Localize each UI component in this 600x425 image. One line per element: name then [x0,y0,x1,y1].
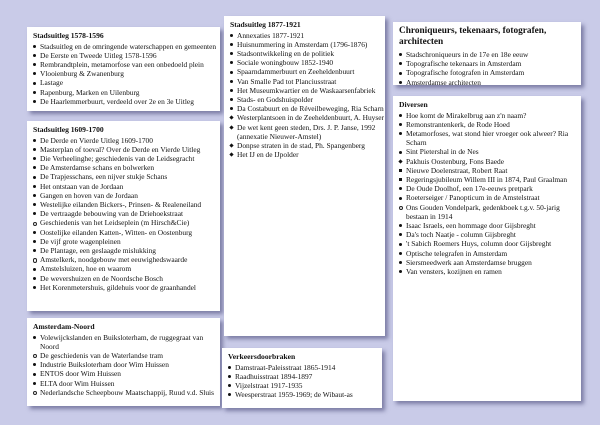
topic-item: Da Costabuurt en de Réveilbeweging, Ria Scharn [230,104,380,113]
topic-item: Sociale woningbouw 1852-1940 [230,58,380,67]
topic-item: Amstelkerk, noodgebouw met eeuwighedswaarde [33,255,215,264]
topic-item: 't Sabich Roemers Huys, column door Gijsbreght [399,239,576,248]
topic-item: De wevershuizen en de Noordsche Bosch [33,274,215,283]
topic-item: Westerplantsoen in de Zeeheldenbuurt, A. Huyser [230,113,380,122]
topic-list [230,30,384,160]
topic-item: Amsterdamse architecten [399,78,576,85]
topic-item: Het Korenmetershuis, gildehuis voor de graanhandel [33,283,215,292]
topic-list [399,111,576,277]
topic-item: Huisnummering in Amsterdam (1796-1876) [230,40,380,49]
topic-item: Gangen en hoven van de Jordaan [33,191,215,200]
topic-item: Die Verheelinghe; geschiedenis van de Leidsegracht [33,154,215,163]
topic-item: Volewijckslanden en Buiksloterham, de ruggegraat van Noord [33,333,215,351]
topic-item: Metamorfoses, wat stond hier vroeger ook alweer? Ria Scharn [399,129,576,147]
topic-item: De Amsterdamse schans en bolwerken [33,163,215,172]
topic-item: ELTA door Wim Huissen [33,379,215,388]
topic-item: De vertraagde bebouwing van de Driehoekstraat [33,209,215,218]
panel-stadsuitleg-1877 [224,16,385,336]
topic-item: Damstraat-Paleisstraat 1865-1914 [228,363,377,372]
topic-item: De Oude Doolhof, een 17e-eeuws pretpark [399,184,576,193]
topic-item: Nieuwe Doelenstraat, Robert Raat [399,166,576,175]
topic-item: Annexaties 1877-1921 [230,31,380,40]
topic-item: Roeterseiger / Panopticum in de Amstelstraat [399,193,576,202]
topic-item: De Plantage, een geslaagde mislukking [33,246,215,255]
topic-item: Oostelijke eilanden Katten-, Witten- en Oostenburg [33,228,215,237]
panel-verkeersdoorbraken [222,348,382,408]
topic-item: Lastage [33,78,215,87]
topic-item: Raadhuisstraat 1894-1897 [228,372,377,381]
topic-item: Het ontstaan van de Jordaan [33,182,215,191]
panel-title: Stadsuitleg 1578-1596 [33,31,104,40]
topic-item: Het IJ en de IJpolder [230,150,380,159]
topic-item: De Haarlemmerbuurt, verdeeld over 2e en 3e Uitleg [33,97,215,106]
topic-item: Optische telegrafen in Amsterdam [399,249,576,258]
topic-item: (annexatie Nieuwer-Amstel) [237,131,322,141]
topic-item: Stadsontwikkeling en de politiek [230,49,380,58]
topic-item: Vijzelstraat 1917-1935 [228,381,377,390]
topic-item: Hoe komt de Mirakelbrug aan z'n naam? [399,111,576,120]
topic-item: Masterplan of toeval? Over de Derde en Vierde Uitleg [33,145,215,154]
panel-stadsuitleg-1609 [27,121,220,311]
panel-title: Verkeersdoorbraken [228,352,296,361]
topic-item: Isaac Israels, een hommage door Gijsbreght [399,221,576,230]
topic-item: Van vensters, kozijnen en ramen [399,267,576,276]
panel-title: Stadsuitleg 1877-1921 [230,20,301,29]
topic-item: Westelijke eilanden Bickers-, Prinsen- & Realeneiland [33,200,215,209]
topic-item: Van Smalle Pad tot Planciusstraat [230,77,380,86]
panel-chroniqueurs [393,22,581,85]
topic-item: Het Museumkwartier en de Waskaarsenfabriek [230,86,380,95]
topic-item: Remonstrantenkerk, de Rode Hoed [399,120,576,129]
topic-item: Regeringsjubileum Willem III in 1874, Paul Graalman [399,175,576,184]
panel-title: Amsterdam-Noord [33,322,95,331]
topic-item: Rembrandtplein, metamorfose van een onbedoeld plein [33,60,215,69]
topic-item: Topografische fotografen in Amsterdam [399,68,576,77]
topic-item: Topografische tekenaars in Amsterdam [399,59,576,68]
topic-list [33,42,215,106]
topic-item: Sint Pietershal in de Nes [399,147,576,156]
topic-list [228,363,377,400]
topic-list [399,50,576,85]
topic-item: Vlooienburg & Zwanenburg [33,69,215,78]
panel-amsterdam-noord [27,318,220,406]
topic-item: Stadschroniqueurs in de 17e en 18e eeuw [399,50,576,59]
topic-item: Geschiedenis van het Leidseplein (m Hirsch&Cie) [33,218,215,227]
topic-item: Spaarndammerbuurt en Zeeheldenbuurt [230,67,380,76]
topic-item: De wet kent geen steden, Drs. J. P. Janse, 1992 [230,123,380,132]
topic-item: Pakhuis Oostenburg, Fons Baede [399,157,576,166]
topic-item: De Trapjesschans, een nijver stukje Schans [33,172,215,181]
topic-item: ENTOS door Wim Huissen [33,369,215,378]
topic-list [33,136,215,292]
topic-item: Rapenburg, Marken en Uilenburg [33,88,215,97]
topic-item: Siersmeedwerk aan Amsterdamse bruggen [399,258,576,267]
topic-list [33,333,215,397]
panel-title: Stadsuitleg 1609-1700 [33,125,104,134]
topic-item: De vijf grote wagenpleinen [33,237,215,246]
topic-item: Amstelsluizen, hoe en waarom [33,264,215,273]
topic-item: Weesperstraat 1959-1969; de Wibaut-as [228,390,377,399]
panel-title: Diversen [399,100,428,109]
topic-item: Ons Gouden Vondelpark, gedenkboek t.g.v. 50-jarig bestaan in 1914 [399,203,576,221]
topic-item: Nederlandsche Scheepbouw Maatschappij, Ruud v.d. Sluis [33,388,215,397]
topic-item: De Derde en Vierde Uitleg 1609-1700 [33,136,215,145]
topic-item: Stadsuitleg en de omringende waterschappen en gemeenten [33,42,215,51]
panel-stadsuitleg-1578 [27,27,220,111]
topic-item: De geschiedenis van de Waterlandse tram [33,351,215,360]
topic-item: Donpse straten in de stad, Ph. Spangenberg [230,141,380,150]
topic-item: Industrie Buiksloterham door Wim Huissen [33,360,215,369]
topic-item: Stads- en Godshuispolder [230,95,380,104]
panel-diversen [393,96,581,401]
topic-item: De Eerste en Tweede Uitleg 1578-1596 [33,51,215,60]
topic-item: Da's toch Naatje - column Gijsbreght [399,230,576,239]
panel-title: Chroniqueurs, tekenaars, fotografen, architecten [399,26,547,47]
